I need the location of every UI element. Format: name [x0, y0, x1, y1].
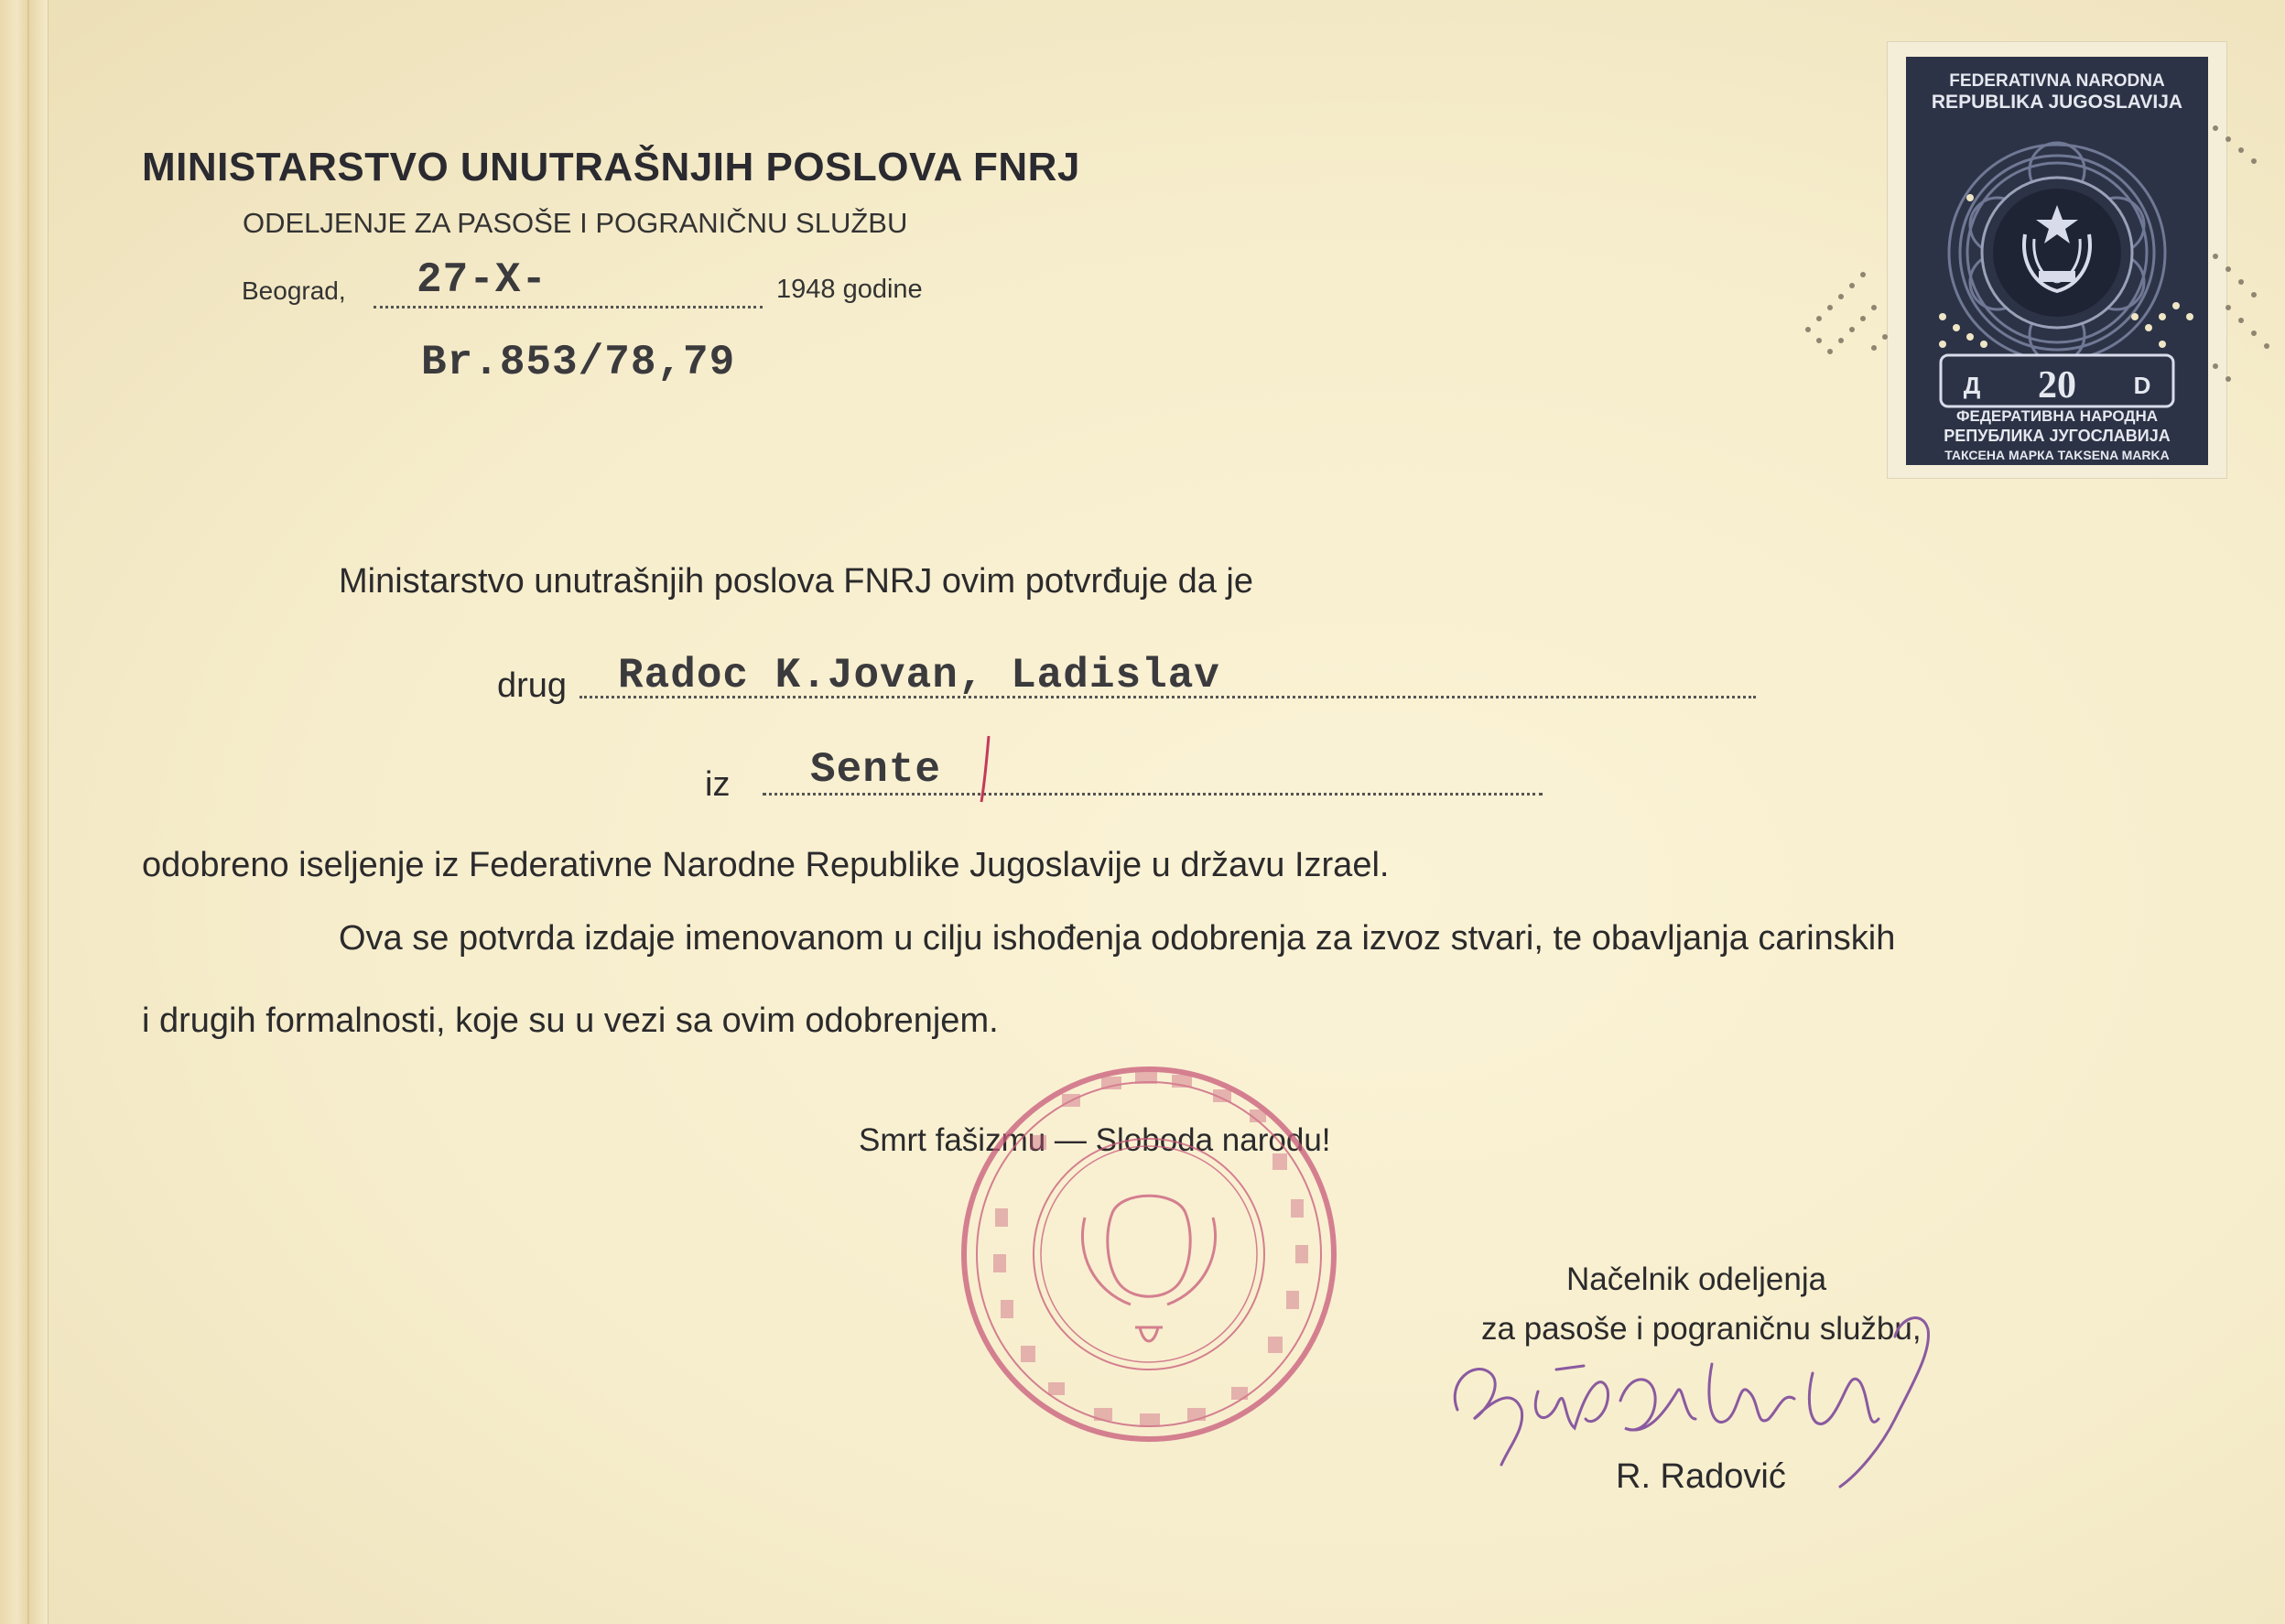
motto: Smrt fašizmu — Sloboda narodu! [859, 1122, 1331, 1158]
date-value: 27-X- [417, 256, 548, 304]
official-round-seal [948, 1053, 1350, 1456]
place-label: Beograd, [242, 276, 346, 305]
stamp-bottom-line-1: ФЕДЕРАТИВНА НАРОДНА [1955, 407, 2159, 425]
perforation-dots-left [1799, 256, 1900, 375]
origin-town: Sente [810, 746, 942, 794]
handwritten-signature [1437, 1282, 1950, 1492]
signatory-name: R. Radović [1616, 1457, 1786, 1496]
origin-label: iz [705, 765, 731, 804]
name-label: drug [497, 666, 568, 705]
purpose-line-2: i drugih formalnosti, koje su u vezi sa ovim odobrenjem. [142, 1001, 999, 1040]
stamp-currency-left: Д [1963, 372, 1981, 399]
signatory-title-line-1: Načelnik odeljenja [1566, 1261, 1827, 1297]
year-label: 1948 godine [776, 275, 923, 304]
ministry-title: MINISTARSTVO UNUTRAŠNJIH POSLOVA FNRJ [142, 145, 1080, 189]
person-name: Radoc K.Jovan, Ladislav [618, 652, 1220, 699]
stamp-bottom-line-2: РЕПУБЛИКА ЈУГОСЛАВИЈА [1944, 427, 2171, 445]
department-subtitle: ODELJENJE ZA PASOŠE I POGRANIČNU SLUŽBU [243, 207, 908, 239]
red-check-mark [972, 734, 1000, 807]
intro-sentence: Ministarstvo unutrašnjih poslova FNRJ ovim potvrđuje da je [339, 562, 1253, 601]
reference-number: Br.853/78,79 [421, 339, 736, 386]
date-dotted-line [374, 306, 763, 309]
stamp-value: 20 [2038, 364, 2076, 406]
binding-edge [0, 0, 49, 1624]
signatory-title-line-2: za pasoše i pograničnu službu, [1481, 1311, 1922, 1347]
approval-sentence: odobreno iseljenje iz Federativne Narodne Republike Jugoslavije u državu Izrael. [142, 846, 1390, 884]
revenue-stamp [1888, 42, 2226, 478]
stamp-top-line-1: FEDERATIVNA NARODNA [1949, 71, 2165, 91]
stamp-bottom-line-3: ТАКСЕНА МАРКА TAKSENA MARKA [1944, 448, 2170, 462]
stamp-currency-right: D [2133, 372, 2151, 399]
purpose-line-1: Ova se potvrda izdaje imenovanom u cilju ishođenja odobrenja za izvoz stvari, te obavljanja carinskih [339, 919, 1896, 958]
stamp-top-line-2: REPUBLIKA JUGOSLAVIJA [1931, 92, 2183, 113]
perforation-dots-right [2197, 92, 2280, 421]
